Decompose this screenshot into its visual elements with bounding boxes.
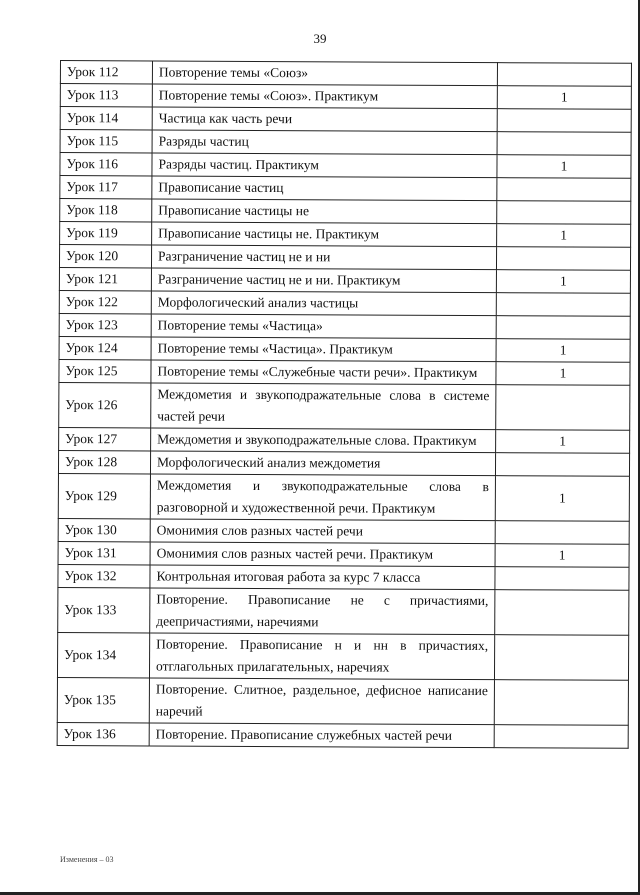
lesson-number-cell: Урок 115: [60, 130, 152, 153]
lesson-topic-cell: Повторение темы «Частица»: [151, 314, 496, 339]
table-row: [60, 199, 631, 225]
lesson-topic-cell: Повторение. Правописание н и нн в причастиях, отглагольных прилагательных, наречиях: [149, 633, 494, 680]
table-row: [59, 313, 630, 339]
lesson-hours-cell: [494, 725, 628, 749]
lesson-number-cell: Урок 126: [59, 382, 151, 427]
lesson-topic-cell: Междометия и звукоподражательные слова в системе частей речи: [151, 383, 496, 430]
lesson-number-cell: Урок 113: [60, 84, 152, 107]
lesson-topic-cell: Междометия и звукоподражательные слова в разговорной и художественной речи. Практикум: [150, 474, 495, 521]
lesson-number-cell: Урок 120: [59, 245, 151, 268]
lesson-hours-cell: 1: [496, 270, 630, 294]
lesson-topic-cell: Повторение. Правописание служебных частей речи: [149, 723, 494, 748]
table-row: [60, 222, 631, 248]
lesson-number-cell: Урок 119: [60, 222, 152, 245]
lesson-number-cell: Урок 135: [57, 677, 149, 722]
table-row: [58, 541, 629, 567]
table-row: [57, 677, 628, 725]
lesson-topic-cell: Повторение. Правописание не с причастиями, деепричастиями, наречиями: [150, 588, 495, 635]
table-row: [60, 84, 631, 110]
table-row: [60, 107, 631, 133]
lesson-hours-cell: 1: [495, 476, 629, 522]
lesson-hours-cell: [494, 680, 628, 726]
lesson-hours-cell: [496, 385, 630, 431]
lesson-number-cell: Урок 118: [60, 199, 152, 222]
table-row: [59, 359, 630, 385]
lesson-number-cell: Урок 117: [60, 176, 152, 199]
lesson-topic-cell: Омонимия слов разных частей речи: [150, 519, 495, 544]
lesson-number-cell: Урок 123: [59, 313, 151, 336]
lesson-hours-cell: [497, 63, 631, 87]
lesson-topic-cell: Частица как часть речи: [152, 107, 497, 132]
lesson-topic-cell: Правописание частиц: [152, 176, 497, 201]
lesson-hours-cell: [496, 247, 630, 271]
table-row: [60, 176, 631, 202]
lesson-topic-cell: Правописание частицы не. Практикум: [152, 222, 497, 247]
lesson-hours-cell: 1: [496, 339, 630, 363]
lesson-hours-cell: [496, 293, 630, 317]
table-row: [58, 518, 629, 544]
lesson-hours-cell: 1: [497, 155, 631, 179]
table-row: [58, 450, 629, 476]
lesson-number-cell: Урок 128: [58, 450, 150, 473]
lesson-number-cell: Урок 112: [60, 61, 152, 84]
lesson-hours-cell: [495, 567, 629, 591]
lesson-topic-cell: Повторение. Слитное, раздельное, дефисное написание наречий: [149, 678, 494, 725]
lesson-number-cell: Урок 122: [59, 290, 151, 313]
lesson-number-cell: Урок 134: [57, 632, 149, 677]
page-number: 39: [313, 31, 327, 46]
lesson-number-cell: Урок 114: [60, 107, 152, 130]
lesson-topic-cell: Повторение темы «Союз»: [152, 61, 497, 86]
table-row: [59, 245, 630, 271]
table-row: [59, 427, 630, 453]
lesson-topic-cell: Правописание частицы не: [152, 199, 497, 224]
lesson-topic-cell: Разряды частиц. Практикум: [152, 153, 497, 178]
lesson-topic-cell: Разграничение частиц не и ни. Практикум: [151, 268, 496, 293]
lesson-topic-cell: Разграничение частиц не и ни: [151, 245, 496, 270]
lesson-hours-cell: [497, 109, 631, 133]
lesson-hours-cell: 1: [497, 224, 631, 248]
lesson-number-cell: Урок 125: [59, 359, 151, 382]
table-row: [59, 267, 630, 293]
table-row: [59, 336, 630, 362]
lesson-table-body: [57, 61, 631, 749]
lesson-hours-cell: [497, 132, 631, 156]
lesson-hours-cell: 1: [497, 86, 631, 110]
footer-note: Изменения – 03: [60, 855, 114, 864]
lesson-hours-cell: [494, 635, 628, 681]
lesson-number-cell: Урок 116: [60, 153, 152, 176]
lesson-number-cell: Урок 136: [57, 722, 149, 745]
lesson-topic-cell: Повторение темы «Союз». Практикум: [152, 84, 497, 109]
lesson-hours-cell: [496, 316, 630, 340]
table-row: [60, 130, 631, 156]
table-row: [60, 61, 631, 87]
table-row: [59, 382, 630, 430]
lesson-topic-cell: Омонимия слов разных частей речи. Практикум: [150, 542, 495, 567]
lesson-topic-cell: Повторение темы «Частица». Практикум: [151, 337, 496, 362]
table-row: [57, 722, 628, 748]
lesson-number-cell: Урок 129: [58, 473, 150, 518]
lesson-hours-cell: [497, 201, 631, 225]
lesson-hours-cell: [497, 178, 631, 202]
lesson-number-cell: Урок 131: [58, 541, 150, 564]
table-row: [58, 564, 629, 590]
lesson-number-cell: Урок 127: [59, 427, 151, 450]
lesson-hours-cell: [495, 453, 629, 477]
lesson-hours-cell: 1: [496, 362, 630, 386]
lesson-topic-cell: Разряды частиц: [152, 130, 497, 155]
table-row: [58, 473, 629, 521]
table-row: [57, 632, 628, 680]
table-row: [59, 290, 630, 316]
lesson-table: [57, 60, 632, 749]
lesson-number-cell: Урок 130: [58, 518, 150, 541]
lesson-topic-cell: Повторение темы «Служебные части речи». Практикум: [151, 360, 496, 385]
lesson-hours-cell: 1: [496, 430, 630, 454]
lesson-number-cell: Урок 133: [58, 587, 150, 632]
table-row: [60, 153, 631, 179]
table-row: [58, 587, 629, 635]
lesson-topic-cell: Контрольная итоговая работа за курс 7 класса: [150, 565, 495, 590]
lesson-hours-cell: [495, 590, 629, 636]
lesson-topic-cell: Морфологический анализ междометия: [150, 451, 495, 476]
lesson-hours-cell: 1: [495, 544, 629, 568]
lesson-number-cell: Урок 124: [59, 336, 151, 359]
lesson-topic-cell: Морфологический анализ частицы: [151, 291, 496, 316]
lesson-number-cell: Урок 121: [59, 267, 151, 290]
lesson-topic-cell: Междометия и звукоподражательные слова. Практикум: [151, 428, 496, 453]
lesson-hours-cell: [495, 521, 629, 545]
lesson-number-cell: Урок 132: [58, 564, 150, 587]
